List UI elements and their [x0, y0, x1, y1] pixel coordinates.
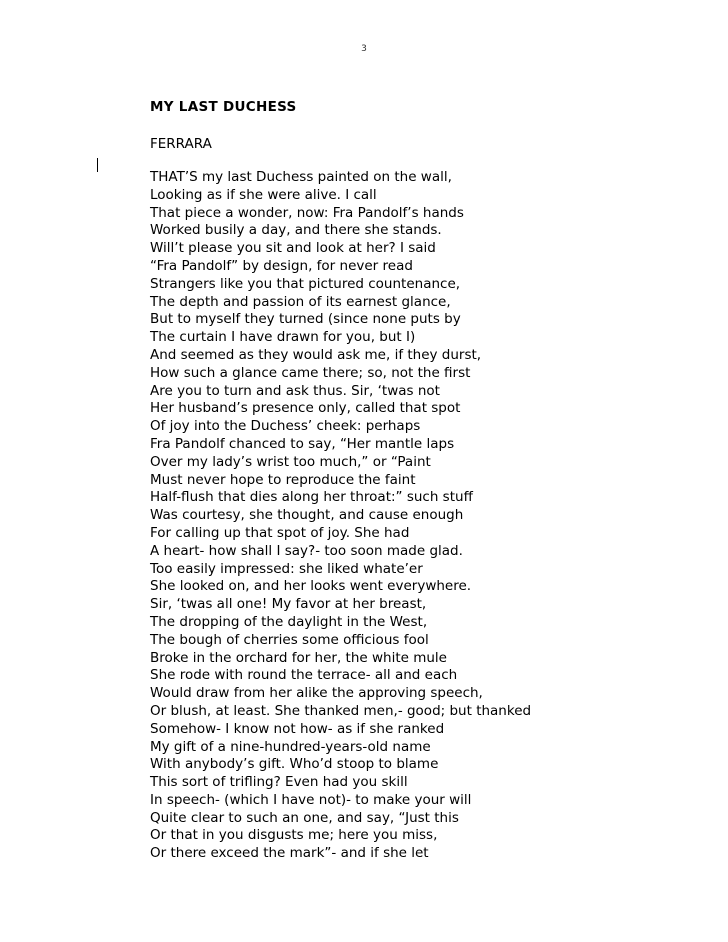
poem-line: She rode with round the terrace- all and each — [150, 667, 458, 684]
poem-line: How such a glance came there; so, not the first — [150, 364, 471, 381]
poem-line: Fra Pandolf chanced to say, “Her mantle laps — [150, 435, 455, 452]
page-number: 3 — [361, 44, 367, 54]
poem-line: Will’t please you sit and look at her? I said — [150, 240, 436, 257]
poem-line: My gift of a nine-hundred-years-old name — [150, 738, 431, 755]
poem-line: For calling up that spot of joy. She had — [150, 524, 410, 541]
poem-line: In speech- (which I have not)- to make your will — [150, 791, 472, 808]
poem-line: Was courtesy, she thought, and cause enough — [150, 507, 464, 524]
poem-line: Sir, ‘twas all one! My favor at her breast, — [150, 596, 427, 613]
poem-line: The dropping of the daylight in the West, — [150, 613, 428, 630]
poem-line: Or blush, at least. She thanked men,- good; but thanked — [150, 702, 532, 719]
poem-line: With anybody’s gift. Who’d stoop to blame — [150, 756, 439, 773]
poem-line: But to myself they turned (since none puts by — [150, 311, 461, 328]
poem-line: The curtain I have drawn for you, but I) — [150, 329, 416, 346]
poem-line: Over my lady’s wrist too much,” or “Paint — [150, 453, 431, 470]
poem-line: Half-flush that dies along her throat:” such stuff — [150, 489, 473, 506]
poem-line: The depth and passion of its earnest glance, — [150, 293, 451, 310]
poem-line: Or there exceed the mark”- and if she let — [150, 845, 429, 862]
poem-line: Would draw from her alike the approving speech, — [150, 685, 483, 702]
poem-line: Quite clear to such an one, and say, “Just this — [150, 809, 459, 826]
poem-line: Or that in you disgusts me; here you miss, — [150, 827, 438, 844]
poem-line: Looking as if she were alive. I call — [150, 186, 377, 203]
poem-line: A heart- how shall I say?- too soon made glad. — [150, 542, 463, 559]
poem-line: THAT’S my last Duchess painted on the wall, — [150, 169, 452, 185]
poem-line: Strangers like you that pictured countenance, — [150, 275, 461, 292]
poem-line: Worked busily a day, and there she stands. — [150, 222, 442, 239]
poem-line: That piece a wonder, now: Fra Pandolf’s hands — [150, 204, 464, 221]
poem-line: She looked on, and her looks went everywhere. — [150, 578, 472, 595]
poem-title: MY LAST DUCHESS — [150, 99, 297, 115]
poem-line: Her husband’s presence only, called that spot — [150, 400, 461, 417]
poem-line: Somehow- I know not how- as if she ranked — [150, 720, 445, 737]
poem-line: Of joy into the Duchess’ cheek: perhaps — [150, 418, 421, 435]
poem-line: And seemed as they would ask me, if they durst, — [150, 346, 482, 363]
poem-line: “Fra Pandolf” by design, for never read — [150, 257, 413, 274]
poem-line: The bough of cherries some officious fool — [150, 631, 429, 648]
poem-line: Are you to turn and ask thus. Sir, ‘twas not — [150, 382, 440, 399]
poem-line: This sort of trifling? Even had you skill — [150, 774, 408, 791]
poem-line: Broke in the orchard for her, the white mule — [150, 649, 447, 666]
poem-subtitle: FERRARA — [150, 136, 212, 152]
poem-body — [150, 169, 531, 863]
text-cursor — [97, 158, 98, 172]
poem-line: Too easily impressed: she liked whate’er — [150, 560, 423, 577]
poem-line: Must never hope to reproduce the faint — [150, 471, 416, 488]
